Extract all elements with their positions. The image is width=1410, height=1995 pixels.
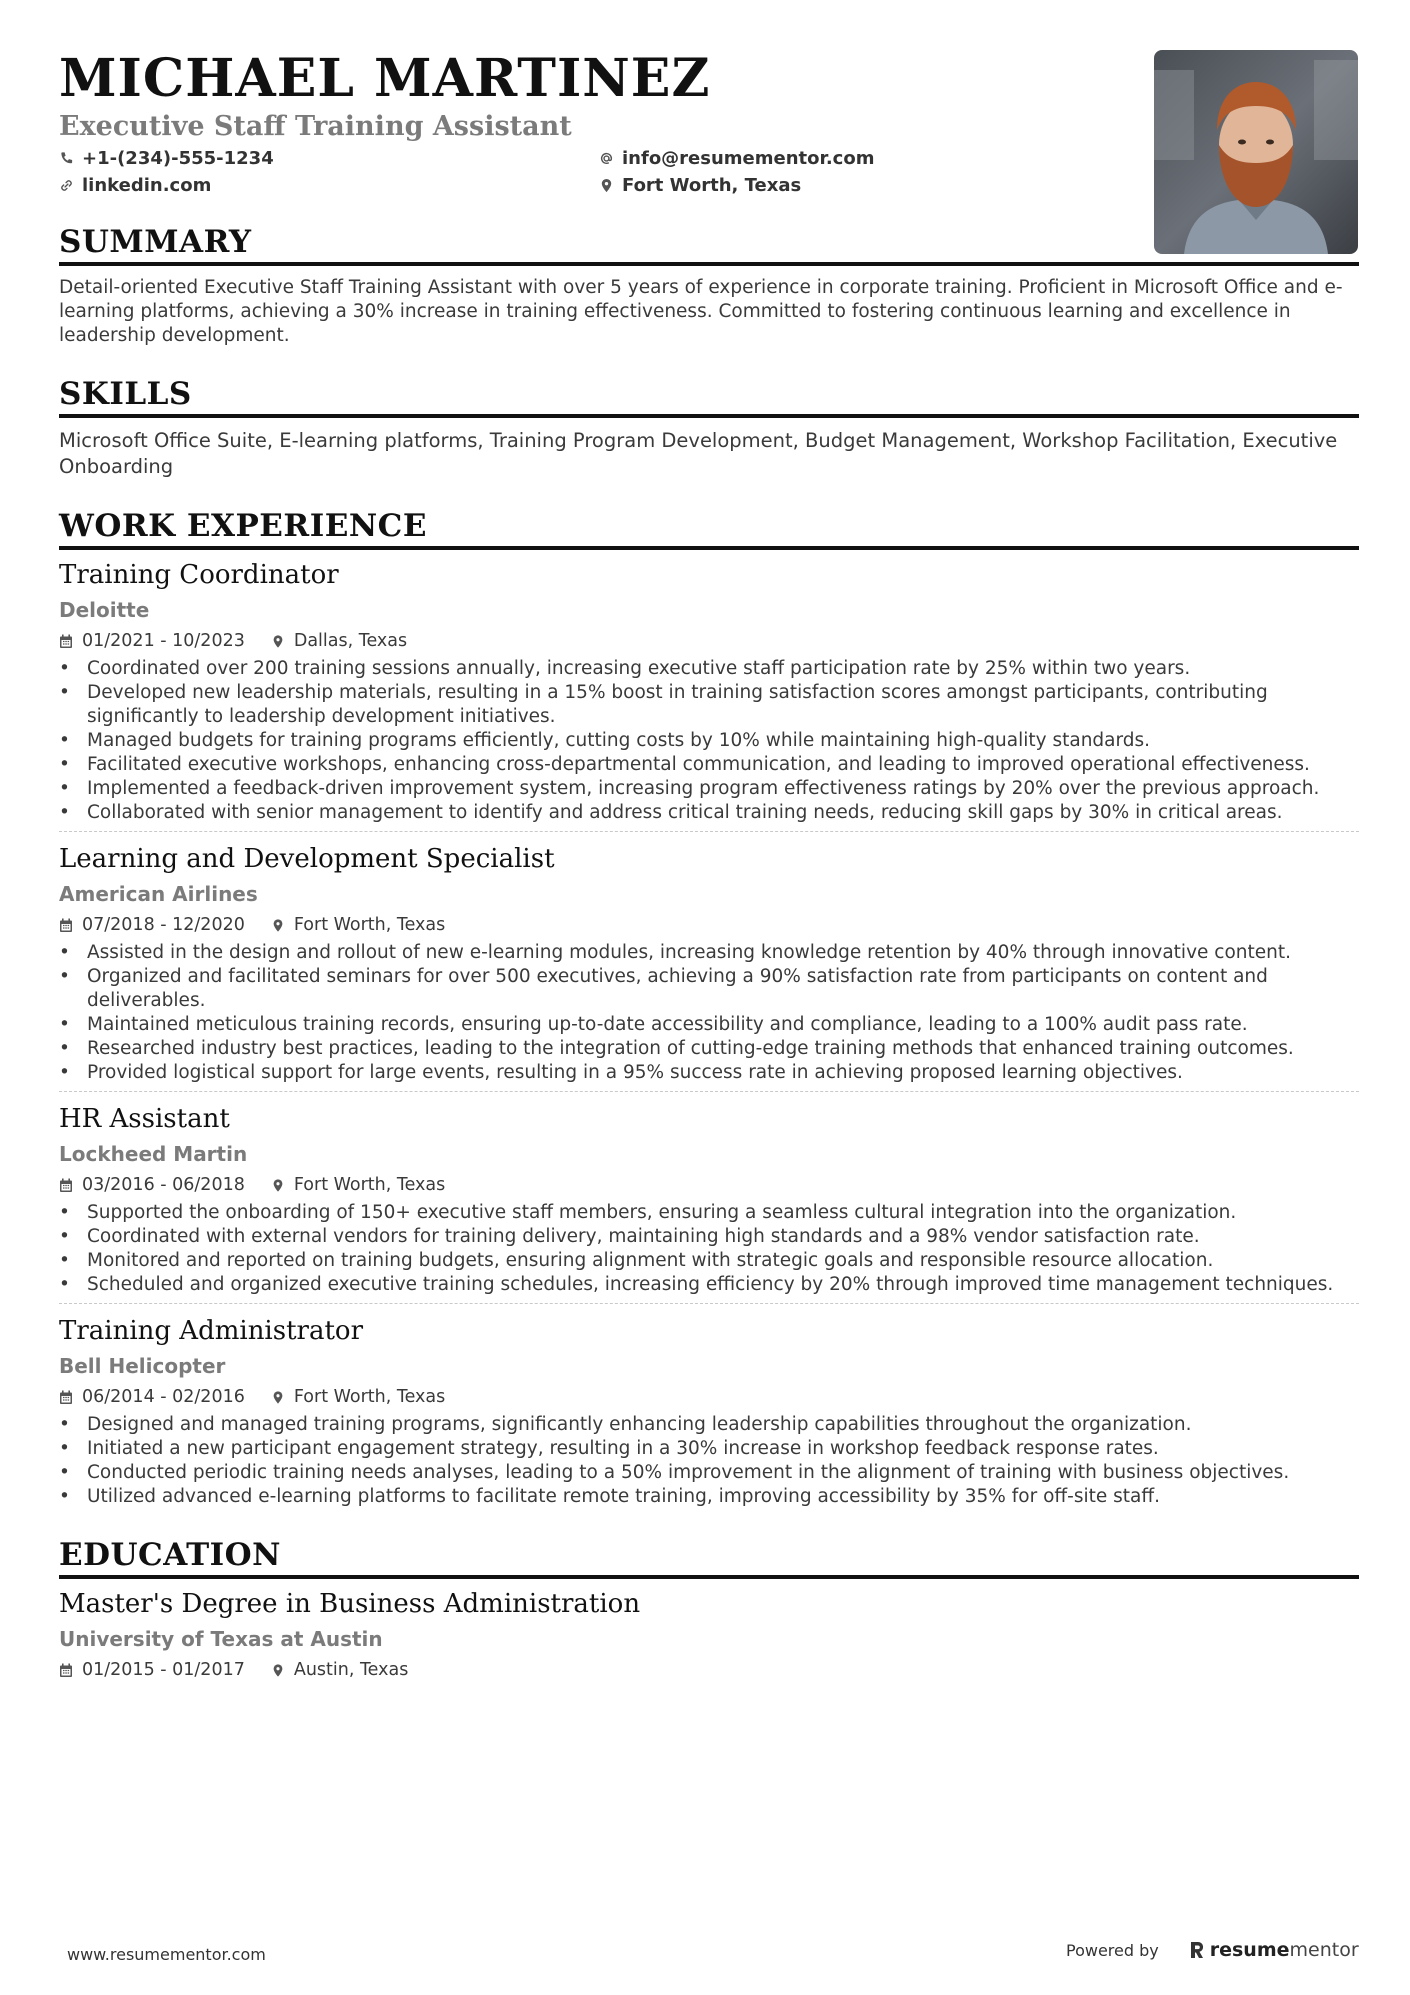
job-title: Training Administrator bbox=[59, 1316, 364, 1346]
candidate-title: Executive Staff Training Assistant bbox=[59, 111, 572, 142]
location-pin-icon bbox=[599, 178, 614, 193]
skills-text: Microsoft Office Suite, E-learning platforms, Training Program Development, Budget Management, Workshop Facilitation, Executive Onboarding bbox=[59, 429, 1338, 478]
resume-page bbox=[59, 48, 1359, 1681]
list-item: • Initiated a new participant engagement strategy, resulting in a 30% increase in workshop feedback response rates. bbox=[59, 1437, 1359, 1461]
location-pin-icon bbox=[271, 634, 285, 649]
job-location: Fort Worth, Texas bbox=[293, 1387, 446, 1407]
summary-heading: SUMMARY bbox=[59, 222, 1359, 266]
candidate-name: MICHAEL MARTINEZ bbox=[59, 48, 711, 109]
location-pin-icon bbox=[271, 1178, 285, 1193]
list-item: • Assisted in the design and rollout of new e-learning modules, increasing knowledge retention by 40% through innovative content. bbox=[59, 941, 1359, 965]
list-item: • Developed new leadership materials, resulting in a 15% boost in training satisfaction scores amongst participants, contributing significantly to leadership development initiatives. bbox=[59, 681, 1359, 729]
email-link[interactable]: info@resumementor.com bbox=[622, 148, 875, 169]
location-pin-icon bbox=[271, 1663, 285, 1678]
job-bullets bbox=[59, 1413, 1359, 1509]
calendar-icon bbox=[59, 1663, 73, 1678]
job-location: Fort Worth, Texas bbox=[293, 915, 446, 935]
job-meta bbox=[59, 1386, 1359, 1408]
job-company: Lockheed Martin bbox=[59, 1142, 248, 1166]
list-item: • Utilized advanced e-learning platforms to facilitate remote training, improving accessibility by 35% for off-site staff. bbox=[59, 1485, 1359, 1509]
job-divider bbox=[59, 1303, 1359, 1304]
list-item: • Provided logistical support for large events, resulting in a 95% success rate in achieving proposed learning objectives. bbox=[59, 1061, 1359, 1085]
education-entry bbox=[59, 1587, 1359, 1681]
job-entry bbox=[59, 1314, 1359, 1509]
job-dates: 03/2016 - 06/2018 bbox=[82, 1175, 245, 1195]
skills-section bbox=[59, 374, 1359, 480]
job-company: Bell Helicopter bbox=[59, 1354, 226, 1378]
list-item: • Managed budgets for training programs efficiently, cutting costs by 10% while maintaining high-quality standards. bbox=[59, 729, 1359, 753]
job-dates: 07/2018 - 12/2020 bbox=[82, 915, 245, 935]
job-meta bbox=[59, 630, 1359, 652]
resumementor-logo-icon bbox=[1189, 1940, 1205, 1960]
job-location: Dallas, Texas bbox=[293, 631, 408, 651]
school-name: University of Texas at Austin bbox=[59, 1627, 383, 1651]
education-meta bbox=[59, 1659, 1359, 1681]
experience-section bbox=[59, 506, 1359, 1509]
job-divider bbox=[59, 1091, 1359, 1092]
brand-logo[interactable] bbox=[1189, 1939, 1359, 1961]
profile-photo bbox=[1154, 50, 1358, 254]
job-divider bbox=[59, 831, 1359, 832]
summary-text: Detail-oriented Executive Staff Training Assistant with over 5 years of experience in corporate training. Proficient in Microsoft Office and e-learning platforms, achieving a 30% increase in training effectiveness. Committed to fostering continuous learning and excellence in leadership development. bbox=[59, 277, 1343, 346]
education-dates: 01/2015 - 01/2017 bbox=[82, 1660, 245, 1680]
footer-branding bbox=[1066, 1939, 1359, 1961]
phone-icon bbox=[59, 151, 74, 166]
job-bullets bbox=[59, 1201, 1359, 1297]
list-item: • Designed and managed training programs, significantly enhancing leadership capabilities throughout the organization. bbox=[59, 1413, 1359, 1437]
calendar-icon bbox=[59, 634, 73, 649]
location-text: Fort Worth, Texas bbox=[622, 175, 802, 196]
skills-heading: SKILLS bbox=[59, 374, 1359, 418]
job-bullets bbox=[59, 941, 1359, 1085]
list-item: • Implemented a feedback-driven improvement system, increasing program effectiveness ratings by 20% over the previous approach. bbox=[59, 777, 1359, 801]
job-entry bbox=[59, 842, 1359, 1085]
contact-phone bbox=[59, 148, 599, 169]
education-section bbox=[59, 1535, 1359, 1681]
list-item: • Supported the onboarding of 150+ executive staff members, ensuring a seamless cultural integration into the organization. bbox=[59, 1201, 1359, 1225]
job-dates: 06/2014 - 02/2016 bbox=[82, 1387, 245, 1407]
list-item: • Maintained meticulous training records, ensuring up-to-date accessibility and compliance, leading to a 100% audit pass rate. bbox=[59, 1013, 1359, 1037]
list-item: • Collaborated with senior management to identify and address critical training needs, reducing skill gaps by 30% in critical areas. bbox=[59, 801, 1359, 825]
list-item: • Scheduled and organized executive training schedules, increasing efficiency by 20% through improved time management techniques. bbox=[59, 1273, 1359, 1297]
brand-light: mentor bbox=[1289, 1939, 1359, 1961]
job-company: American Airlines bbox=[59, 882, 258, 906]
brand-bold: resume bbox=[1209, 1939, 1290, 1961]
list-item: • Conducted periodic training needs analyses, leading to a 50% improvement in the alignment of training with business objectives. bbox=[59, 1461, 1359, 1485]
list-item: • Organized and facilitated seminars for over 500 executives, achieving a 90% satisfaction rate from participants on content and deliverables. bbox=[59, 965, 1359, 1013]
job-meta bbox=[59, 1174, 1359, 1196]
list-item: • Coordinated with external vendors for training delivery, maintaining high standards and a 98% vendor satisfaction rate. bbox=[59, 1225, 1359, 1249]
degree-title: Master's Degree in Business Administration bbox=[59, 1589, 641, 1619]
education-location: Austin, Texas bbox=[293, 1660, 409, 1680]
location-pin-icon bbox=[271, 918, 285, 933]
job-bullets bbox=[59, 657, 1359, 825]
contact-linkedin[interactable] bbox=[59, 175, 599, 196]
list-item: • Coordinated over 200 training sessions annually, increasing executive staff participation rate by 25% within two years. bbox=[59, 657, 1359, 681]
job-entry bbox=[59, 1102, 1359, 1297]
powered-by-label: Powered by bbox=[1066, 1940, 1159, 1960]
resume-header bbox=[59, 48, 1359, 196]
calendar-icon bbox=[59, 918, 73, 933]
calendar-icon bbox=[59, 1390, 73, 1405]
link-icon bbox=[59, 178, 74, 193]
contact-email[interactable] bbox=[599, 148, 999, 169]
job-company: Deloitte bbox=[59, 598, 150, 622]
phone-text: +1-(234)-555-1234 bbox=[82, 148, 274, 169]
job-entry bbox=[59, 558, 1359, 825]
location-pin-icon bbox=[271, 1390, 285, 1405]
footer-website[interactable]: www.resumementor.com bbox=[67, 1945, 266, 1964]
education-heading: EDUCATION bbox=[59, 1535, 1359, 1579]
job-title: Learning and Development Specialist bbox=[59, 844, 555, 874]
job-title: HR Assistant bbox=[59, 1104, 230, 1134]
job-dates: 01/2021 - 10/2023 bbox=[82, 631, 245, 651]
job-location: Fort Worth, Texas bbox=[293, 1175, 446, 1195]
contact-location bbox=[599, 175, 999, 196]
job-title: Training Coordinator bbox=[59, 560, 339, 590]
list-item: • Researched industry best practices, leading to the integration of cutting-edge training methods that enhanced training outcomes. bbox=[59, 1037, 1359, 1061]
experience-heading: WORK EXPERIENCE bbox=[59, 506, 1359, 550]
at-icon bbox=[599, 151, 614, 166]
list-item: • Facilitated executive workshops, enhancing cross-departmental communication, and leading to improved operational effectiveness. bbox=[59, 753, 1359, 777]
calendar-icon bbox=[59, 1178, 73, 1193]
linkedin-link[interactable]: linkedin.com bbox=[82, 175, 212, 196]
list-item: • Monitored and reported on training budgets, ensuring alignment with strategic goals and responsible resource allocation. bbox=[59, 1249, 1359, 1273]
job-meta bbox=[59, 914, 1359, 936]
